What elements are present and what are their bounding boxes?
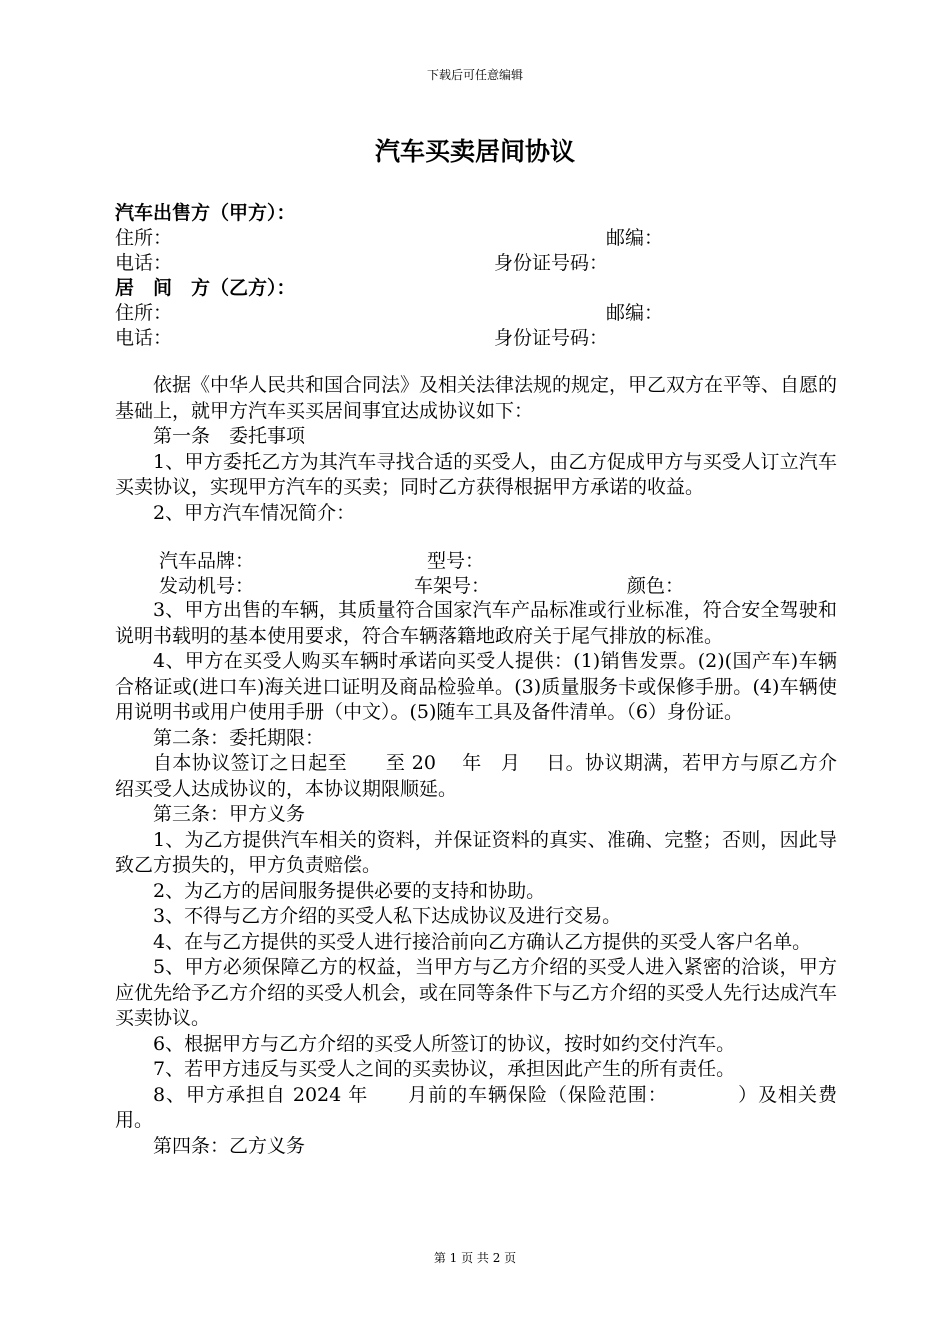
article-3-clause-3: 3、不得与乙方介绍的买受人私下达成协议及进行交易。 — [153, 905, 622, 927]
party-b-address-label: 住所： — [115, 302, 173, 324]
article-3-clause-5: 5、甲方必须保障乙方的权益，当甲方与乙方介绍的买受人进入紧密的洽谈，甲方应优先给予乙方介绍的买受人机会，或在同等条件下与乙方介绍的买受人先行达成汽车买卖协议。 — [115, 956, 838, 1029]
party-a-id-label: 身份证号码： — [494, 252, 609, 274]
article-3-clause-2: 2、为乙方的居间服务提供必要的支持和协助。 — [153, 879, 546, 902]
document-title: 汽车买卖居间协议 — [374, 137, 575, 166]
article-3-clause-6: 6、根据甲方与乙方介绍的买受人所签订的协议，按时如约交付汽车。 — [153, 1032, 736, 1055]
article-1-clause-4: 4、甲方在买受人购买车辆时承诺向买受人提供：(1)销售发票。(2)(国产车)车辆合格证或(进口车)海关进口证明及商品检验单。(3)质量服务卡或保修手册。(4)车辆使用说明书或用户使用手册（中文）。(5)随车工具及备件清单。（6）身份证。 — [115, 650, 837, 723]
article-2-title: 第二条：委托期限： — [153, 726, 325, 749]
article-4-title: 第四条：乙方义务 — [153, 1134, 306, 1157]
page-footer: 第 1 页 共 2 页 — [433, 1251, 517, 1265]
article-3-clause-4: 4、在与乙方提供的买受人进行接洽前向乙方确认乙方提供的买受人客户名单。 — [153, 930, 812, 953]
intro-paragraph: 依据《中华人民共和国合同法》及相关法律法规的规定，甲乙双方在平等、自愿的基础上，就甲方汽车买买居间事宜达成协议如下： — [115, 374, 838, 422]
party-b-postcode-label: 邮编： — [606, 302, 664, 324]
body-section-2 — [115, 598, 837, 1159]
car-model-label: 型号： — [427, 550, 485, 572]
article-3-clause-7: 7、若甲方违反与买受人之间的买卖协议，承担因此产生的所有责任。 — [153, 1058, 736, 1080]
engine-number-label: 发动机号： — [159, 575, 255, 597]
article-3-title: 第三条：甲方义务 — [153, 803, 306, 825]
article-2-body: 自本协议签订之日起至 至 20 年 月 日。协议期满，若甲方与原乙方介绍买受人达成协议的，本协议期限顺延。 — [115, 752, 837, 800]
frame-number-label: 车架号： — [414, 575, 491, 597]
car-brand-label: 汽车品牌： — [159, 550, 255, 572]
party-a-address-label: 住所： — [115, 227, 173, 249]
article-3-clause-8: 8、甲方承担自 2024 年 月前的车辆保险（保险范围： ）及相关费用。 — [115, 1083, 837, 1131]
header-note: 下载后可任意编辑 — [426, 68, 523, 82]
body-section-1 — [115, 373, 837, 526]
article-1-title: 第一条 委托事项 — [153, 425, 306, 447]
color-label: 颜色： — [627, 575, 685, 597]
article-3-clause-1: 1、为乙方提供汽车相关的资料，并保证资料的真实、准确、完整；否则，因此导致乙方损失的，甲方负责赔偿。 — [115, 828, 837, 876]
party-b-id-label: 身份证号码： — [494, 327, 609, 349]
party-b-phone-label: 电话： — [115, 327, 173, 349]
party-b-heading: 居 间 方（乙方）： — [115, 277, 296, 299]
article-1-clause-1: 1、甲方委托乙方为其汽车寻找合适的买受人，由乙方促成甲方与买受人订立汽车买卖协议，实现甲方汽车的买卖；同时乙方获得根据甲方承诺的收益。 — [115, 450, 837, 498]
party-a-heading: 汽车出售方（甲方）： — [115, 202, 296, 224]
party-a-phone-label: 电话： — [115, 252, 173, 274]
article-1-clause-2: 2、甲方汽车情况简介： — [153, 501, 356, 524]
article-1-clause-3: 3、甲方出售的车辆，其质量符合国家汽车产品标准或行业标准，符合安全驾驶和说明书载明的基本使用要求，符合车辆落籍地政府关于尾气排放的标准。 — [115, 599, 837, 647]
party-a-postcode-label: 邮编： — [606, 227, 664, 249]
